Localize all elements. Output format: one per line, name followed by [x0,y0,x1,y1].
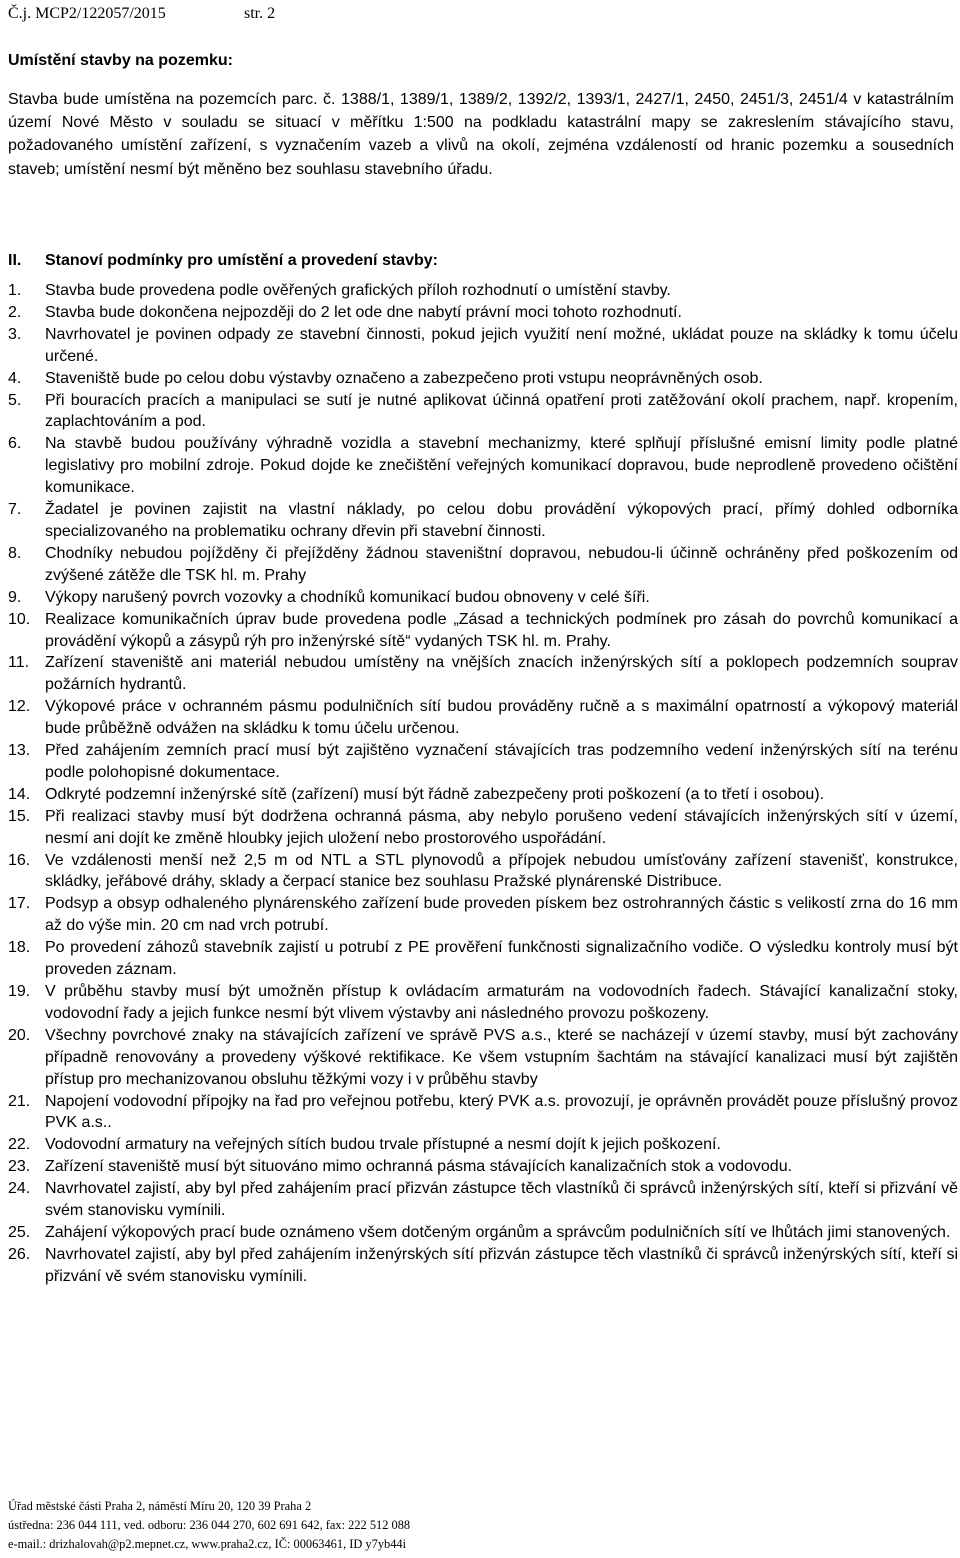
condition-text: Na stavbě budou používány výhradně vozidla a stavební mechanizmy, které splňují příslušné emisní limity podle platné legislativy pro mobilní zdroje. Pokud dojde ke znečištění veřejných komunikací dopravou, bude neprodleně provedeno očištění komunikace. [45,435,958,497]
condition-number: 8. [8,544,22,562]
condition-text: Podsyp a obsyp odhaleného plynárenského zařízení bude proveden pískem bez ostrohranných částic s velikostí zrna do 16 mm až do výše min. 20 cm nad vrch potrubí. [45,895,958,935]
condition-text: Zařízení staveniště ani materiál nebudou umístěny na vnějších znacích inženýrských sítí a poklopech podzemních souprav požárních hydrantů. [45,654,958,694]
condition-number: 25. [8,1223,31,1241]
condition-item [8,740,958,784]
condition-text: Při realizaci stavby musí být dodržena ochranná pásma, aby nebylo porušeno vedení stávajících inženýrských sítí v území, nesmí ani dojít ke změně hloubky jejich uložení nebo prostorového uspořádání. [45,807,958,847]
condition-number: 2. [8,303,22,321]
condition-item [8,280,958,302]
condition-text: Navrhovatel zajistí, aby byl před zahájením inženýrských sítí přizván zástupce těch vlastníků či správců inženýrských sítí, kteří si přizvání vě svém stanovisku vymínili. [45,1245,958,1285]
condition-item [8,981,958,1025]
footer-contacts: e-mail.: drizhalovah@p2.mepnet.cz, www.praha2.cz, IČ: 00063461, ID y7yb44i [8,1537,407,1551]
page-header [8,4,276,24]
condition-text: Chodníky nebudou pojížděny či přejížděny žádnou staveništní dopravou, nebudou-li účinně ochráněny před poškozením od zvýšené zátěže dle TSK hl. m. Prahy [45,544,958,584]
section-2-heading [8,251,438,271]
condition-item [8,390,958,434]
section-2-number: II. [8,252,22,269]
footer-phones: ústředna: 236 044 111, ved. odboru: 236 044 270, 602 691 642, fax: 222 512 088 [8,1518,411,1532]
condition-number: 26. [8,1245,31,1263]
conditions-list [8,280,958,1288]
condition-text: Staveniště bude po celou dobu výstavby označeno a zabezpečeno proti vstupu neoprávněných osob. [45,369,763,387]
condition-item [8,850,958,894]
condition-number: 24. [8,1180,31,1198]
condition-text: Vodovodní armatury na veřejných sítích budou trvale přístupné a nesmí dojít k jejich poškození. [45,1136,721,1154]
footer-address: Úřad městské části Praha 2, náměstí Míru 20, 120 39 Praha 2 [8,1499,312,1513]
condition-number: 1. [8,282,22,299]
condition-number: 5. [8,391,22,409]
condition-item [8,1025,958,1091]
condition-text: Zařízení staveniště musí být situováno mimo ochranná pásma stávajících kanalizačních stok a vodovodu. [45,1158,793,1176]
condition-number: 19. [8,983,31,1000]
condition-item [8,543,958,587]
condition-number: 13. [8,742,31,760]
condition-item [8,696,958,740]
condition-text: V průběhu stavby musí být umožněn přístup k ovládacím armaturám na vodovodních řadech. Stávající kanalizační stoky, vodovodní řady a jejich funkce nesmí být vlivem výstavby ani následného provozu poškozeny. [45,983,958,1022]
condition-number: 4. [8,369,22,387]
condition-text: Při bouracích pracích a manipulaci se sutí je nutné aplikovat účinná opatření proti zatěžování okolí prachem, např. kropením, zaplachtováním a pod. [45,391,958,431]
condition-number: 23. [8,1158,31,1176]
condition-number: 18. [8,939,31,957]
condition-number: 17. [8,895,31,913]
condition-text: Navrhovatel zajistí, aby byl před zahájením prací přizván zástupce těch vlastníků či správců inženýrských sítí, kteří si přizvání vě svém stanovisku vymínili. [45,1180,958,1220]
condition-text: Výkopové práce v ochranném pásmu podulničních sítí budou prováděny ručně a s maximální opatrností a výkopový materiál bude průběžně odvážen na skládku k tomu účelu určenou. [45,698,958,738]
condition-item [8,433,958,499]
condition-text: Odkryté podzemní inženýrské sítě (zařízení) musí být řádně zabezpečeny proti poškození (a to třetí i osobou). [45,785,825,803]
section-2-title: Stanoví podmínky pro umístění a provedení stavby: [45,252,438,269]
condition-number: 6. [8,435,22,453]
condition-number: 22. [8,1136,31,1154]
condition-number: 11. [8,654,30,672]
condition-number: 16. [8,851,31,869]
condition-text: Žadatel je povinen zajistit na vlastní náklady, po celou dobu provádění výkopových prací, přímý dohled odborníka specializovaného na problematiku ochrany dřevin při stavební činnosti. [45,501,958,540]
condition-text: Před zahájením zemních prací musí být zajištěno vyznačení stávajících tras podzemního vedení inženýrských sítí na terénu podle polohopisné dokumentace. [45,742,958,781]
page-footer [8,1497,410,1554]
condition-number: 9. [8,588,22,606]
condition-item [8,324,958,368]
condition-item [8,1134,958,1156]
condition-item [8,937,958,981]
condition-item [8,1091,958,1135]
condition-item [8,1178,958,1222]
condition-text: Stavba bude dokončena nejpozději do 2 let ode dne nabytí právní moci tohoto rozhodnutí. [45,303,682,321]
condition-item [8,609,958,653]
condition-text: Po provedení záhozů stavebník zajistí u potrubí z PE prověření funkčnosti signalizačního vodiče. O výsledku kontroly musí být proveden záznam. [45,939,958,979]
placement-paragraph: Stavba bude umístěna na pozemcích parc. č. 1388/1, 1389/1, 1389/2, 1392/2, 1393/1, 2427/1, 2450, 2451/3, 2451/4 v katastrálním území Nové Město v souladu se situací v měřítku 1:500 na podkladu katastrální mapy se zakreslením stávajícího stavu, požadovaného umístění zařízení, s vyznačením vazeb a vlivů na okolí, zejména vzdáleností od hranic pozemku a sousedních staveb; umístění nesmí být měněno bez souhlasu stavebního úřadu. [8,91,954,178]
condition-text: Zahájení výkopových prací bude oznámeno všem dotčeným orgánům a správcům podulničních sítí ve lhůtách jimi stanovených. [45,1223,951,1241]
condition-text: Ve vzdálenosti menší než 2,5 m od NTL a STL plynovodů a přípojek nebudou umísťovány zařízení stavenišť, konstrukce, skládky, jeřábové dráhy, sklady a čerpací stanice bez souhlasu Pražské plynárenské Distribuce. [45,851,958,891]
condition-number: 10. [8,610,31,628]
condition-item [8,499,958,543]
condition-number: 7. [8,501,22,519]
condition-number: 3. [8,325,22,343]
condition-item [8,368,958,390]
condition-number: 20. [8,1026,31,1044]
condition-number: 21. [8,1092,31,1110]
condition-text: Výkopy narušený povrch vozovky a chodníků komunikací budou obnoveny v celé šíři. [45,588,650,606]
condition-text: Všechny povrchové znaky na stávajících zařízení ve správě PVS a.s., které se nacházejí v území stavby, musí být zachovány případně renovovány a provedeny výškové rektifikace. Ke všem vstupním šachtám na stávající kanalizaci musí být zajištěn přístup pro mechanizovanou obsluhu těžkými vozy i v průběhu stavby [45,1026,958,1088]
condition-text: Navrhovatel je povinen odpady ze stavební činnosti, pokud jejich využití není možné, ukládat pouze na skládky k tomu účelu určené. [45,325,958,365]
reference-number: Č.j. MCP2/122057/2015 [8,5,166,22]
condition-number: 14. [8,785,31,803]
condition-item [8,784,958,806]
condition-item [8,302,958,324]
condition-number: 15. [8,807,31,825]
condition-text: Stavba bude provedena podle ověřených grafických příloh rozhodnutí o umístění stavby. [45,282,671,299]
condition-item [8,587,958,609]
page-number: str. 2 [244,5,276,22]
condition-item [8,1156,958,1178]
condition-text: Realizace komunikačních úprav bude provedena podle „Zásad a technických podmínek pro zásah do povrchů komunikací a provádění výkopů a zásypů rýh pro inženýrské sítě“ vydaných TSK hl. m. Prahy. [45,610,958,650]
section-title: Umístění stavby na pozemku: [8,52,233,69]
condition-item [8,1222,958,1244]
condition-text: Napojení vodovodní přípojky na řad pro veřejnou potřebu, který PVK a.s. provozují, je oprávněn provádět pouze příslušný provoz PVK a.s.. [45,1092,958,1132]
condition-item [8,652,958,696]
condition-number: 12. [8,698,31,716]
condition-item [8,1244,958,1288]
condition-item [8,893,958,937]
condition-item [8,806,958,850]
